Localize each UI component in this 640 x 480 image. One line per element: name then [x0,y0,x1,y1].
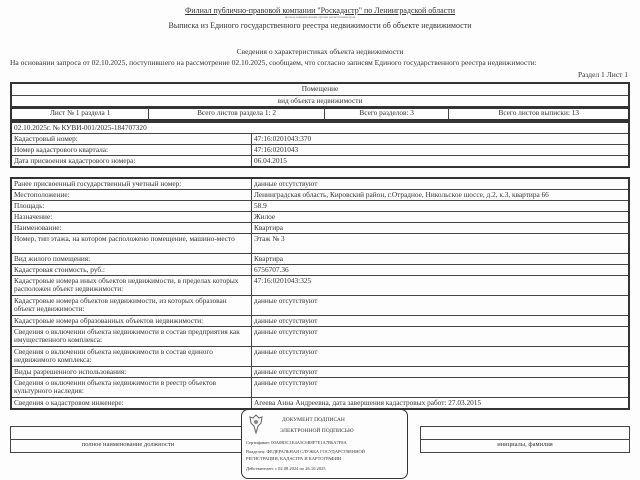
row-value: данные отсутствуют [252,378,630,398]
table-row [11,276,629,296]
row-value: данные отсутствуют [252,296,630,316]
row-value: Квартира [252,223,630,234]
sheets-total: Всего листов выписки: 13 [449,107,629,120]
org-note: полное наименование органа регистрации прав [284,15,356,19]
row-label: Сведения о кадастровом инженере: [11,398,252,410]
row-label: Номер кадастрового квартала: [11,145,252,156]
document-title: Выписка из Единого государственного реестра недвижимости об объекте недвижимости [168,21,472,30]
row-label: Местоположение: [11,190,252,201]
row-label: Вид жилого помещения: [11,254,252,265]
table-row [11,212,629,223]
row-value: Квартира [252,254,630,265]
details-table [10,177,630,410]
table-row [11,234,629,254]
assignment-date: 06.04.2015 [252,156,630,168]
sheets-table [10,106,630,121]
row-label: Кадастровый номер: [11,134,252,145]
org-name: Филиал публично-правовой компании "Роскадастр" по Ленинградской области [184,6,456,15]
row-label: Дата присвоения кадастрового номера: [11,156,252,168]
row-value: Жилое [252,212,630,223]
row-value: 6756707.36 [252,265,630,276]
table-row [11,201,629,212]
position-caption: полное наименование должности [11,440,246,453]
table-row [11,254,629,265]
table-row [11,378,629,398]
table-row [11,327,629,347]
request-number: 02.10.2025г. № КУВИ-001/2025-184707320 [11,122,629,134]
row-label: Номер, тип этажа, на котором расположено помещение, машино-место [11,234,252,254]
cadastral-number: 47:16:0201043:370 [252,134,630,145]
row-label: Виды разрешенного использования: [11,367,252,378]
table-row [11,223,629,234]
table-row [11,178,629,190]
table-row [11,190,629,201]
row-label: Сведения о включении объекта недвижимости в состав предприятия как имущественного комплекса: [11,327,252,347]
row-label: Сведения о включении объекта недвижимости в состав единого недвижимого комплекса: [11,347,252,367]
row-value: данные отсутствуют [252,327,630,347]
stamp-line2: ЭЛЕКТРОННОЙ ПОДПИСЬЮ [280,428,354,434]
section-label: Раздел 1 Лист 1 [577,70,628,79]
row-value: данные отсутствуют [252,178,630,190]
row-value: 58.9 [252,201,630,212]
row-label: Ранее присвоенный государственный учетный номер: [11,178,252,190]
row-label: Кадастровая стоимость, руб.: [11,265,252,276]
row-value: данные отсутствуют [252,367,630,378]
cadastral-quarter: 47:16:0201043 [252,145,630,156]
document-subtitle: Сведения о характеристиках объекта недвижимости [236,47,404,56]
electronic-signature-stamp [241,409,408,479]
row-value: Ленинградская область, Кировский район, г.Отрадное, Никольское шоссе, д.2, к.3, квартира 66 [252,190,630,201]
object-type-table [10,82,630,109]
stamp-cert: Сертификат: 00A0B3C1E4A5C6B8F7E1A7B6A7F8A [246,440,347,445]
row-label: Кадастровые номера иных объектов недвижимости, в пределах которых расположен объект недвижимости: [11,276,252,296]
stamp-line1: ДОКУМЕНТ ПОДПИСАН [282,417,345,423]
row-label: Назначение: [11,212,252,223]
table-row [11,367,629,378]
table-row [11,265,629,276]
emblem-icon [248,414,264,434]
row-value: Этаж № 3 [252,234,630,254]
row-label: Кадастровые номера образованных объектов недвижимости: [11,316,252,327]
row-label: Площадь: [11,201,252,212]
table-row [11,398,629,410]
basis-text: На основании запроса от 02.10.2025, поступившего на рассмотрение 02.10.2025, сообщаем, что согласно записям Единого государственного реестра недвижимости: [10,58,537,67]
row-value: 47:16:0201043:325 [252,276,630,296]
identification-table [10,121,630,168]
table-row [11,347,629,367]
row-label: Сведения о включении объекта недвижимости в реестр объектов культурного наследия: [11,378,252,398]
section-sheets-total: Всего листов раздела 1: 2 [149,107,325,120]
sheet-number: Лист № 1 раздела 1 [11,107,149,120]
name-caption: инициалы, фамилия [421,440,630,453]
row-label: Кадастровые номера объектов недвижимости, из которых образован объект недвижимости: [11,296,252,316]
object-type: Помещение [11,83,629,96]
stamp-owner: Владелец: ФЕДЕРАЛЬНАЯ СЛУЖБА ГОСУДАРСТВЕННОЙ РЕГИСТРАЦИИ, КАДАСТРА И КАРТОГРАФИИ [246,449,366,461]
row-value: данные отсутствуют [252,347,630,367]
row-value: Агеева Анна Андреевна, дата завершения кадастровых работ: 27.03.2015 [252,398,630,410]
table-row [11,296,629,316]
stamp-valid: Действителен: с 02.08.2024 по 26.10.2025 [246,466,326,471]
row-label: Наименование: [11,223,252,234]
row-value: данные отсутствуют [252,316,630,327]
table-row [11,316,629,327]
sections-total: Всего разделов: 3 [324,107,449,120]
object-type-caption: вид объекта недвижимости [11,96,629,109]
